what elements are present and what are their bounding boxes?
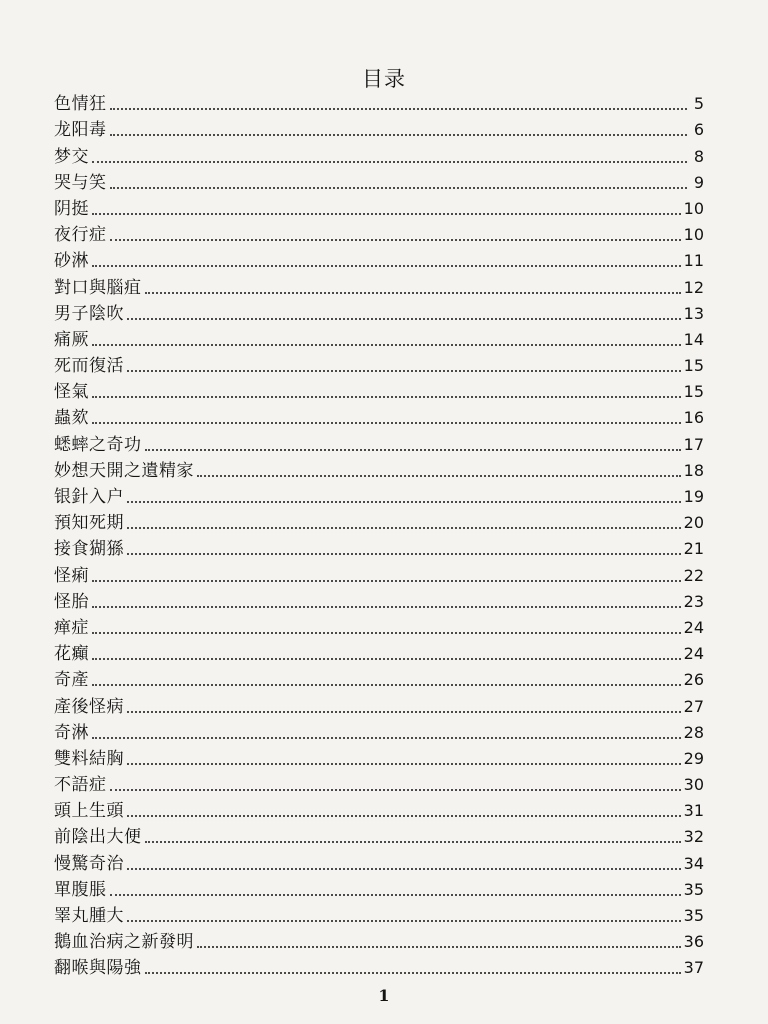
toc-entry [54,769,704,795]
toc-entry-page: 14 [683,329,704,349]
dot-leader [127,711,681,713]
toc-entry-page: 24 [683,617,704,637]
toc-entry [54,88,704,114]
toc-entry-page: 18 [683,460,704,480]
toc-entry [54,926,704,952]
dot-leader [92,422,681,424]
toc-entry-page: 20 [683,513,704,533]
toc-entry-label: 阴挺 [54,198,89,219]
toc-entry [54,586,704,612]
toc-list [54,88,704,978]
toc-entry-label: 怪氣 [54,382,89,403]
toc-entry-page: 19 [683,487,704,506]
dot-leader [92,658,681,660]
dot-leader [127,553,681,555]
toc-entry [54,874,704,900]
toc-entry-label: 奇淋 [54,722,89,743]
toc-entry [54,507,704,533]
dot-leader [92,684,681,686]
toc-entry [54,245,704,271]
dot-leader [145,841,681,843]
dot-leader [127,815,681,817]
toc-entry-page: 13 [683,303,704,323]
dot-leader [127,868,681,870]
toc-entry [54,690,704,716]
dot-leader [92,632,681,634]
toc-entry-label: 頭上生頭 [54,801,124,822]
toc-entry-label: 砂淋 [54,251,89,272]
toc-entry [54,612,704,638]
toc-entry [54,717,704,743]
dot-leader [92,396,681,398]
toc-entry-page: 9 [693,172,704,192]
dot-leader [92,344,681,346]
toc-entry-label: 預知死期 [54,513,124,534]
toc-entry [54,350,704,376]
dot-leader [127,370,681,372]
toc-entry [54,140,704,166]
toc-entry-page: 24 [683,644,704,664]
toc-entry-page: 26 [683,670,704,690]
toc-entry [54,795,704,821]
toc-entry [54,428,704,454]
toc-entry-label: 鵝血治病之新發明 [54,932,194,953]
toc-entry [54,743,704,769]
toc-entry-label: 死而復活 [54,356,124,377]
toc-entry-label: 怪胎 [54,591,89,612]
toc-entry-label: 睪丸腫大 [54,906,124,926]
toc-entry-label: 蟲欬 [54,408,89,429]
dot-leader [145,972,681,974]
toc-entry-page: 15 [683,356,704,376]
toc-entry-label: 哭与笑 [54,172,107,193]
toc-entry-page: 37 [683,958,704,978]
toc-entry-label: 奇產 [54,670,89,691]
dot-leader [92,737,681,739]
toc-entry-page: 31 [683,801,704,821]
dot-leader [145,292,681,294]
dot-leader [127,501,681,503]
toc-entry-label: 银針入户 [54,487,124,507]
toc-entry-page: 12 [683,277,704,297]
dot-leader [110,134,688,136]
toc-entry [54,638,704,664]
toc-entry [54,402,704,428]
toc-entry-page: 34 [683,853,704,873]
toc-entry [54,376,704,402]
toc-entry-page: 6 [693,120,704,140]
toc-entry-label: 接食猢猻 [54,539,124,560]
toc-entry [54,167,704,193]
toc-entry-page: 23 [683,591,704,611]
dot-leader [110,187,688,189]
toc-entry-page: 8 [693,146,704,166]
toc-entry-label: 男子陰吹 [54,303,124,324]
toc-entry-page: 16 [683,408,704,428]
toc-entry [54,952,704,978]
toc-entry [54,847,704,873]
toc-entry-label: 梦交 [54,146,89,167]
toc-entry [54,821,704,847]
toc-entry-page: 28 [683,722,704,742]
dot-leader [110,239,681,241]
dot-leader [145,449,681,451]
toc-entry-page: 21 [683,539,704,559]
dot-leader [110,789,681,791]
toc-entry-label: 慢驚奇治 [54,853,124,874]
toc-entry [54,219,704,245]
toc-entry [54,664,704,690]
toc-entry-page: 17 [683,434,704,454]
toc-entry [54,533,704,559]
dot-leader [197,946,681,948]
toc-entry-page: 27 [683,696,704,716]
toc-entry-label: 蟋蟀之奇功 [54,434,142,455]
toc-entry [54,193,704,219]
toc-entry [54,481,704,507]
toc-entry-label: 產後怪病 [54,696,124,717]
toc-entry [54,298,704,324]
toc-entry-page: 35 [683,879,704,899]
toc-entry [54,114,704,140]
toc-entry-page: 15 [683,382,704,402]
dot-leader [197,475,681,477]
page-number: 1 [378,986,390,1005]
dot-leader [127,527,681,529]
toc-entry-label: 對口與腦疽 [54,277,142,298]
toc-entry-label: 瘅症 [54,617,89,638]
toc-entry-label: 夜行症 [54,225,107,246]
toc-title: 目录 [362,67,406,91]
toc-entry-label: 怪痢 [54,565,89,586]
toc-entry-page: 35 [683,906,704,925]
toc-entry-label: 色情狂 [54,94,107,115]
toc-entry-page: 22 [683,565,704,585]
toc-entry-label: 龙阳毒 [54,120,107,141]
dot-leader [110,108,688,110]
toc-entry-page: 10 [683,225,704,245]
dot-leader [92,265,681,267]
dot-leader [127,763,681,765]
toc-entry-label: 妙想天開之遺精家 [54,460,194,481]
dot-leader [110,894,681,896]
toc-entry-page: 11 [683,251,704,271]
toc-entry-page: 29 [683,748,704,768]
toc-entry [54,559,704,585]
toc-entry-page: 36 [683,932,704,952]
toc-entry-label: 痛厥 [54,329,89,350]
toc-entry-page: 32 [683,827,704,847]
dot-leader [92,161,687,163]
toc-entry [54,900,704,926]
dot-leader [127,920,681,922]
toc-entry [54,455,704,481]
dot-leader [127,318,681,320]
toc-entry [54,324,704,350]
toc-entry-label: 翻喉與陽強 [54,958,142,979]
toc-entry-label: 雙料結胸 [54,748,124,769]
toc-entry-label: 花癲 [54,644,89,665]
dot-leader [92,213,681,215]
toc-entry-page: 30 [683,775,704,795]
toc-entry-page: 10 [683,198,704,218]
dot-leader [92,580,681,582]
toc-entry-label: 單腹脹 [54,879,107,900]
toc-entry-page: 5 [693,94,704,114]
toc-entry [54,271,704,297]
toc-entry-label: 不語症 [54,775,107,796]
toc-entry-label: 前陰出大便 [54,827,142,848]
dot-leader [92,606,681,608]
